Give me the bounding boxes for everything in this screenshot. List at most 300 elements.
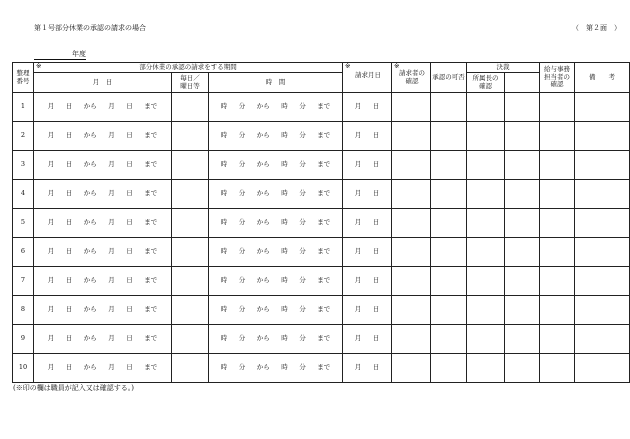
request-date-field[interactable] [343,354,392,383]
time-line [209,364,342,371]
request-date-line [343,364,391,371]
date-token: 日 [65,334,73,343]
request-date-token: 日 [372,305,380,314]
time-token: 時 [281,131,288,140]
requester-confirm-field[interactable] [392,209,431,238]
time-token: 分 [238,160,246,169]
time-token: まで [317,218,331,227]
row-number [13,325,34,354]
row-number [13,296,34,325]
date-range-field[interactable] [34,209,172,238]
time-token: 分 [238,189,246,198]
date-token: まで [144,334,158,343]
time-line [209,161,342,168]
payroll-confirm-field[interactable] [540,209,575,238]
time-range-field[interactable] [209,296,343,325]
date-token: まで [144,276,158,285]
date-token: 日 [65,218,73,227]
header-approval [431,63,467,93]
row-number-label: 8 [20,305,26,314]
date-token: 月 [108,218,115,227]
time-token: 時 [281,247,288,256]
date-line [34,103,171,110]
time-token: 時 [281,334,288,343]
header-approval-label: 承認の可否 [432,72,465,81]
request-date-field[interactable] [343,93,392,122]
time-token: まで [317,276,331,285]
decision-blank-field[interactable] [505,267,540,296]
date-line [34,161,171,168]
director-confirm-field[interactable] [467,296,505,325]
header-payroll-line3: 確認 [550,80,564,89]
date-line [34,219,171,226]
time-range-field[interactable] [209,151,343,180]
time-line [209,103,342,110]
row-number [13,93,34,122]
request-date-token: 月 [354,247,362,256]
header-period-label: 部分休業の承認の請求をする期間 [139,62,237,71]
request-date-field[interactable] [343,180,392,209]
header-request-date-label: 請求月日 [355,71,382,80]
time-token: 時 [220,160,228,169]
row-number [13,180,34,209]
payroll-confirm-field[interactable] [540,122,575,151]
row-number-label: 5 [20,218,26,227]
time-token: から [256,131,270,140]
date-token: 日 [126,131,133,140]
form-title: 第１号部分休業の承認の請求の場合 [34,24,146,32]
date-token: から [83,305,97,314]
request-date-field[interactable] [343,325,392,354]
time-token: から [256,334,270,343]
row-number-label: 1 [20,102,26,111]
header-requester-confirm-line1: 請求者の [399,69,426,78]
time-token: 分 [238,363,246,372]
header-blank-decision [505,73,540,93]
remarks-field[interactable] [575,296,630,325]
time-token: まで [317,363,331,372]
date-token: 月 [108,305,115,314]
date-token: 日 [126,276,133,285]
approval-field[interactable] [431,122,467,151]
time-token: 時 [220,218,228,227]
approval-field[interactable] [431,238,467,267]
time-token: から [256,218,270,227]
date-token: 日 [65,189,73,198]
weekday-field[interactable] [172,325,209,354]
date-token: 月 [47,131,55,140]
date-token: まで [144,305,158,314]
date-token: まで [144,218,158,227]
date-token: 月 [47,363,55,372]
requester-confirm-field[interactable] [392,151,431,180]
time-token: 分 [299,363,306,372]
time-range-field[interactable] [209,325,343,354]
row-number [13,122,34,151]
date-token: 月 [47,102,55,111]
director-confirm-field[interactable] [467,151,505,180]
date-range-field[interactable] [34,238,172,267]
time-token: 時 [281,102,288,111]
date-token: 日 [126,247,133,256]
date-token: 日 [65,247,73,256]
weekday-field[interactable] [172,93,209,122]
time-token: 分 [299,102,306,111]
request-date-line [343,190,391,197]
time-token: から [256,305,270,314]
header-payroll-confirm [540,63,575,93]
approval-field[interactable] [431,180,467,209]
payroll-confirm-field[interactable] [540,296,575,325]
time-token: 分 [238,276,246,285]
request-date-token: 日 [372,102,380,111]
time-token: 時 [281,218,288,227]
time-token: 時 [220,189,228,198]
approval-field[interactable] [431,151,467,180]
time-token: 分 [238,218,246,227]
header-decision-label: 決裁 [496,62,510,71]
date-range-field[interactable] [34,325,172,354]
approval-field[interactable] [431,93,467,122]
date-range-field[interactable] [34,151,172,180]
payroll-confirm-field[interactable] [540,354,575,383]
header-time [209,73,343,93]
time-token: 時 [220,102,228,111]
request-date-line [343,219,391,226]
director-confirm-field[interactable] [467,180,505,209]
time-token: 分 [299,160,306,169]
table-row [13,296,630,325]
header-weekday-line1: 毎日／ [180,74,200,83]
time-token: から [256,102,270,111]
time-token: 分 [299,218,306,227]
time-token: から [256,276,270,285]
request-date-line [343,306,391,313]
mark-symbol: ※ [345,62,351,70]
remarks-field[interactable] [575,151,630,180]
time-line [209,132,342,139]
header-decision [467,63,540,73]
remarks-field[interactable] [575,267,630,296]
payroll-confirm-field[interactable] [540,238,575,267]
weekday-field[interactable] [172,238,209,267]
payroll-confirm-field[interactable] [540,180,575,209]
date-token: まで [144,189,158,198]
request-date-line [343,132,391,139]
approval-field[interactable] [431,325,467,354]
date-token: 日 [126,363,133,372]
date-token: 月 [47,218,55,227]
time-token: 時 [220,276,228,285]
header-serial-line2: 番号 [16,76,30,85]
time-token: 分 [299,276,306,285]
time-token: まで [317,160,331,169]
time-token: 分 [299,247,306,256]
decision-blank-field[interactable] [505,93,540,122]
weekday-field[interactable] [172,151,209,180]
time-line [209,306,342,313]
weekday-field[interactable] [172,122,209,151]
requester-confirm-field[interactable] [392,354,431,383]
director-confirm-field[interactable] [467,325,505,354]
time-line [209,277,342,284]
date-token: 日 [65,276,73,285]
date-token: 月 [108,247,115,256]
payroll-confirm-field[interactable] [540,93,575,122]
request-date-line [343,248,391,255]
fiscal-year-label: 年度 [72,50,86,58]
time-token: 時 [220,247,228,256]
requester-confirm-field[interactable] [392,296,431,325]
date-token: まで [144,102,158,111]
request-date-line [343,277,391,284]
time-token: 時 [220,363,228,372]
date-range-field[interactable] [34,93,172,122]
weekday-field[interactable] [172,354,209,383]
weekday-field[interactable] [172,180,209,209]
approval-field[interactable] [431,354,467,383]
date-range-field[interactable] [34,267,172,296]
time-token: 分 [238,131,246,140]
date-range-field[interactable] [34,296,172,325]
approval-field[interactable] [431,267,467,296]
director-confirm-field[interactable] [467,93,505,122]
time-line [209,248,342,255]
header-date-label: 月 日 [92,77,113,86]
decision-blank-field[interactable] [505,238,540,267]
time-token: 時 [281,276,288,285]
footnote: (※印の欄は職員が記入又は確認する。) [13,384,134,392]
date-token: 月 [108,189,115,198]
header-director-confirm [467,73,505,93]
requester-confirm-field[interactable] [392,122,431,151]
requester-confirm-field[interactable] [392,325,431,354]
time-token: まで [317,247,331,256]
approval-field[interactable] [431,209,467,238]
time-token: 分 [299,131,306,140]
table-row [13,325,630,354]
date-token: から [83,247,97,256]
decision-blank-field[interactable] [505,325,540,354]
date-token: まで [144,363,158,372]
request-date-token: 日 [372,131,380,140]
time-token: まで [317,131,331,140]
requester-confirm-field[interactable] [392,93,431,122]
date-token: 日 [65,131,73,140]
header-remarks-label: 備 考 [589,72,616,81]
date-range-field[interactable] [34,122,172,151]
date-token: 月 [47,305,55,314]
time-token: から [256,189,270,198]
director-confirm-field[interactable] [467,209,505,238]
remarks-field[interactable] [575,93,630,122]
payroll-confirm-field[interactable] [540,267,575,296]
time-token: まで [317,189,331,198]
time-token: 分 [238,247,246,256]
table-row [13,93,630,122]
header-director-line1: 所属長の [472,74,499,83]
header-director-line2: 確認 [479,81,493,90]
director-confirm-field[interactable] [467,354,505,383]
date-token: 月 [47,189,55,198]
requester-confirm-field[interactable] [392,180,431,209]
remarks-field[interactable] [575,325,630,354]
decision-blank-field[interactable] [505,122,540,151]
payroll-confirm-field[interactable] [540,325,575,354]
date-token: 月 [108,276,115,285]
time-range-field[interactable] [209,93,343,122]
mark-symbol: ※ [36,62,42,70]
time-token: 分 [238,305,246,314]
time-token: 時 [220,131,228,140]
request-date-token: 月 [354,305,362,314]
request-date-field[interactable] [343,296,392,325]
decision-blank-field[interactable] [505,180,540,209]
time-token: 時 [220,305,228,314]
date-range-field[interactable] [34,180,172,209]
time-token: から [256,160,270,169]
header-weekday-line2: 曜日等 [180,81,200,90]
remarks-field[interactable] [575,180,630,209]
time-range-field[interactable] [209,209,343,238]
date-token: 月 [108,102,115,111]
weekday-field[interactable] [172,209,209,238]
date-token: 日 [126,334,133,343]
time-token: 時 [281,160,288,169]
row-number [13,151,34,180]
date-token: から [83,160,97,169]
date-line [34,364,171,371]
page-number: （ 第２面 ） [572,24,621,32]
director-confirm-field[interactable] [467,238,505,267]
request-date-field[interactable] [343,151,392,180]
request-date-token: 日 [372,160,380,169]
approval-field[interactable] [431,296,467,325]
request-date-line [343,103,391,110]
date-line [34,335,171,342]
table-row [13,238,630,267]
row-number [13,238,34,267]
request-date-token: 月 [354,189,362,198]
weekday-field[interactable] [172,267,209,296]
row-number-label: 3 [20,160,26,169]
time-token: 時 [220,334,228,343]
date-range-field[interactable] [34,354,172,383]
mark-symbol: ※ [394,62,400,70]
leave-request-table [12,62,630,383]
time-token: 時 [281,305,288,314]
time-token: 分 [299,305,306,314]
request-date-field[interactable] [343,267,392,296]
time-token: まで [317,305,331,314]
request-date-field[interactable] [343,122,392,151]
director-confirm-field[interactable] [467,267,505,296]
fiscal-year-field[interactable] [34,49,86,60]
time-token: まで [317,334,331,343]
date-token: 月 [108,160,115,169]
header-payroll-line1: 給与事務 [544,65,571,74]
table-row [13,267,630,296]
row-number-label: 6 [20,247,26,256]
date-token: 月 [47,160,55,169]
time-token: まで [317,102,331,111]
requester-confirm-field[interactable] [392,267,431,296]
date-token: 月 [47,247,55,256]
time-range-field[interactable] [209,354,343,383]
request-date-token: 日 [372,334,380,343]
time-range-field[interactable] [209,122,343,151]
date-token: から [83,276,97,285]
time-range-field[interactable] [209,180,343,209]
time-token: 分 [238,102,246,111]
date-token: 日 [65,160,73,169]
decision-blank-field[interactable] [505,354,540,383]
remarks-field[interactable] [575,238,630,267]
remarks-field[interactable] [575,209,630,238]
request-date-token: 月 [354,131,362,140]
date-token: 月 [108,363,115,372]
requester-confirm-field[interactable] [392,238,431,267]
date-token: 日 [65,102,73,111]
request-date-field[interactable] [343,238,392,267]
request-date-token: 日 [372,276,380,285]
time-token: 時 [281,363,288,372]
time-token: から [256,247,270,256]
request-date-token: 日 [372,189,380,198]
decision-blank-field[interactable] [505,151,540,180]
table-row [13,122,630,151]
header-payroll-line2: 担当者の [544,72,571,81]
time-token: から [256,363,270,372]
date-token: 日 [126,218,133,227]
decision-blank-field[interactable] [505,296,540,325]
date-token: から [83,218,97,227]
payroll-confirm-field[interactable] [540,151,575,180]
request-date-token: 日 [372,218,380,227]
time-token: 分 [299,189,306,198]
time-line [209,219,342,226]
director-confirm-field[interactable] [467,122,505,151]
remarks-field[interactable] [575,354,630,383]
date-token: まで [144,247,158,256]
decision-blank-field[interactable] [505,209,540,238]
row-number-label: 9 [20,334,26,343]
time-range-field[interactable] [209,267,343,296]
time-token: 分 [299,334,306,343]
request-date-token: 月 [354,160,362,169]
header-serial-line1: 整理 [16,69,30,78]
header-requester-confirm-line2: 確認 [405,76,419,85]
weekday-field[interactable] [172,296,209,325]
header-requester-confirm [392,63,431,93]
row-number [13,209,34,238]
header-remarks [575,63,630,93]
request-date-token: 月 [354,363,362,372]
row-number-label: 10 [18,363,28,372]
request-date-field[interactable] [343,209,392,238]
header-serial-number [13,63,34,93]
header-period [34,63,343,73]
header-date [34,73,172,93]
time-range-field[interactable] [209,238,343,267]
request-date-token: 日 [372,363,380,372]
date-line [34,306,171,313]
date-token: 月 [108,334,115,343]
request-date-token: 月 [354,276,362,285]
remarks-field[interactable] [575,122,630,151]
date-token: 日 [126,160,133,169]
date-token: まで [144,160,158,169]
